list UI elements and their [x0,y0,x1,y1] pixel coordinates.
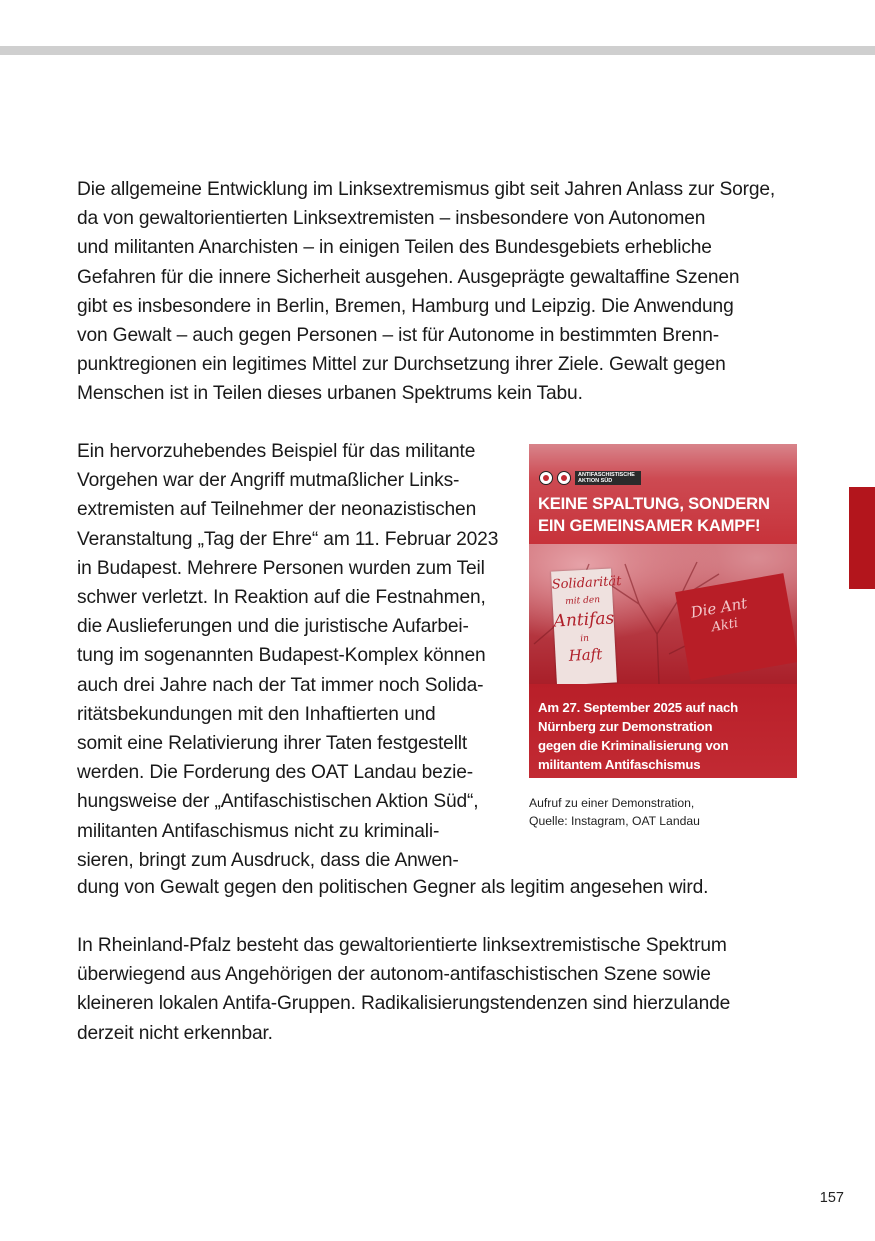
text-line: Gefahren für die innere Sicherheit ausgehen. Ausgeprägte gewaltaffine Szenen [77,266,740,288]
text-line: auch drei Jahre nach der Tat immer noch Solida- [77,674,484,696]
banner-text: Akti [710,615,740,636]
demonstration-poster-image [529,444,797,778]
text-line: in Budapest. Mehrere Personen wurden zum Teil [77,557,485,579]
text-line: schwer verletzt. In Reaktion auf die Festnahmen, [77,587,486,609]
caption-line: Quelle: Instagram, OAT Landau [529,814,700,828]
text-line: und militanten Anarchisten – in einigen Teilen des Bundesgebiets erhebliche [77,237,712,259]
paragraph-rheinland-pfalz [77,931,802,1048]
text-line: von Gewalt – auch gegen Personen – ist für Autonome in bestimmten Brenn- [77,325,719,347]
poster-headline-line: KEINE SPALTUNG, SONDERN [538,494,770,513]
sign-text: Haft [568,645,603,665]
text-line: extremisten auf Teilnehmer der neonazistischen [77,499,477,521]
text-line: militanten Antifaschismus nicht zu kriminali- [77,820,440,842]
text-line: Menschen ist in Teilen dieses urbanen Spektrums kein Tabu. [77,383,583,405]
antifa-flag-icon [557,471,571,485]
figure-caption [529,794,797,830]
paragraph-budapest [77,437,517,875]
poster-protest-photo [529,544,797,684]
text-line: derzeit nicht erkennbar. [77,1022,273,1044]
caption-line: Aufruf zu einer Demonstration, [529,796,695,810]
text-line: Die allgemeine Entwicklung im Linksextremismus gibt seit Jahren Anlass zur Sorge, [77,179,776,200]
text-line: dung von Gewalt gegen den politischen Gegner als legitim angesehen wird. [77,877,709,898]
paragraph-intro [77,175,802,409]
text-line: Ein hervorzuhebendes Beispiel für das militante [77,441,476,462]
paragraph-budapest-continued [77,873,802,902]
poster-event-line: Am 27. September 2025 auf nach [538,700,738,715]
protest-banner [675,573,797,681]
banner-text: Die Ant [689,594,749,622]
text-line: Vorgehen war der Angriff mutmaßlicher Links- [77,470,460,492]
poster-logo-text: ANTIFASCHISTISCHE AKTION SÜD [575,471,641,485]
poster-event-text [538,698,794,774]
poster-event-line: militantem Antifaschismus [538,757,701,772]
poster-logos [539,471,641,485]
text-line: kleineren lokalen Antifa-Gruppen. Radikalisierungstendenzen sind hierzulande [77,993,731,1015]
sign-text: Solidarität [551,573,622,593]
text-line: da von gewaltorientierten Linksextremisten – insbesondere von Autonomen [77,208,706,230]
text-line: tung im sogenannten Budapest-Komplex können [77,645,486,667]
text-line: gibt es insbesondere in Berlin, Bremen, Hamburg und Leipzig. Die Anwendung [77,295,734,317]
sign-text: in [580,633,590,645]
sign-text: mit den [565,595,601,607]
poster-headline [538,493,794,537]
text-line: sieren, bringt zum Ausdruck, dass die Anwen- [77,849,459,871]
text-line: ritätsbekundungen mit den Inhaftierten und [77,703,436,725]
text-line: hungsweise der „Antifaschistischen Aktion Süd“, [77,791,479,813]
text-line: Veranstaltung „Tag der Ehre“ am 11. Februar 2023 [77,528,499,550]
text-line: überwiegend aus Angehörigen der autonom-antifaschistischen Szene sowie [77,964,711,986]
page-number: 157 [819,1190,844,1206]
text-line: werden. Die Forderung des OAT Landau bezie- [77,762,474,784]
poster-event-line: gegen die Kriminalisierung von [538,738,729,753]
poster-headline-line: EIN GEMEINSAMER KAMPF! [538,516,761,535]
top-rule [0,46,875,55]
text-line: In Rheinland-Pfalz besteht das gewaltorientierte linksextremistische Spektrum [77,935,727,956]
text-line: somit eine Relativierung ihrer Taten festgestellt [77,733,468,755]
chapter-tab-marker [849,487,875,589]
text-line: punktregionen ein legitimes Mittel zur Durchsetzung ihrer Ziele. Gewalt gegen [77,354,726,376]
protest-sign-solidarity [551,569,622,686]
poster-event-line: Nürnberg zur Demonstration [538,719,713,734]
text-line: die Auslieferungen und die juristische Aufarbei- [77,616,469,638]
sign-text: Antifas [553,608,615,632]
antifa-flag-icon [539,471,553,485]
